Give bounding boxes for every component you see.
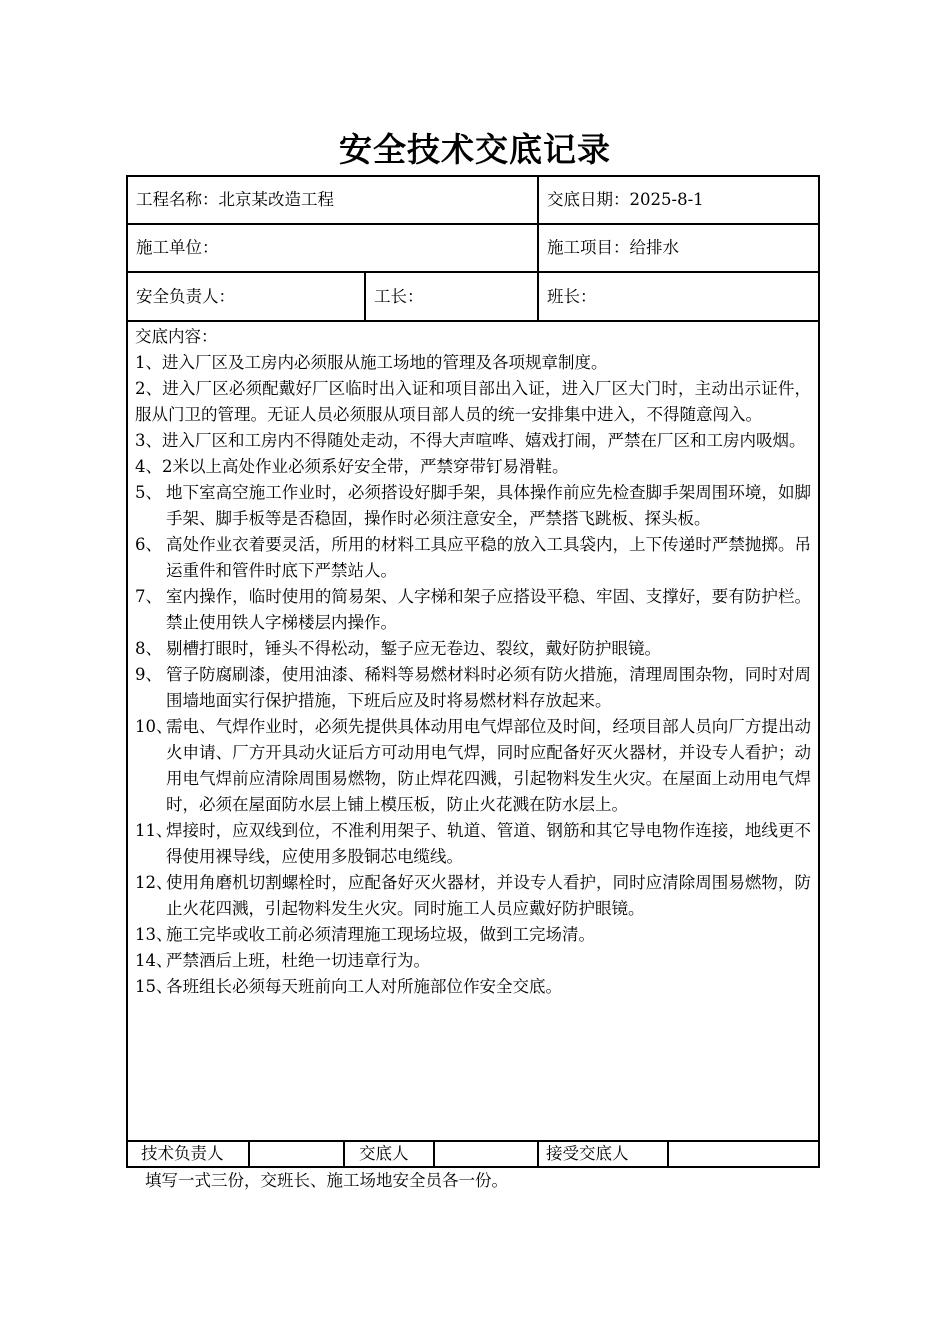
- item-number: 9、: [135, 665, 162, 684]
- disclosure-date-field: 交底日期：2025-8-1: [547, 190, 704, 209]
- item-text: 地下室高空施工作业时，必须搭设好脚手架，具体操作前应先检查脚手架周围环境，如脚手架、脚手板等是否稳固，操作时必须注意安全，严禁搭飞跳板、探头板。: [166, 483, 811, 528]
- list-item: [135, 376, 811, 428]
- list-item: [135, 974, 811, 1000]
- list-item: [135, 818, 811, 870]
- list-item: [135, 584, 811, 636]
- item-text: 2米以上高处作业必须系好安全带，严禁穿带钉易滑鞋。: [162, 457, 569, 476]
- item-text: 进入厂区必须配戴好厂区临时出入证和项目部出入证，进入厂区大门时，主动出示证件，服从门卫的管理。无证人员必须服从项目部人员的统一安排集中进入，不得随意闯入。: [135, 379, 812, 424]
- item-number: 12、: [135, 873, 173, 892]
- list-item: [135, 714, 811, 818]
- item-text: 剔槽打眼时，锤头不得松动，錾子应无卷边、裂纹，戴好防护眼镜。: [166, 639, 661, 658]
- list-item: [135, 948, 811, 974]
- list-item: [135, 636, 811, 662]
- content-list: [135, 350, 811, 1000]
- list-item: [135, 480, 811, 532]
- item-number: 3、: [135, 431, 162, 450]
- item-number: 13、: [135, 925, 173, 944]
- item-text: 进入厂区及工房内必须服从施工场地的管理及各项规章制度。: [162, 353, 608, 372]
- discloser-label: 交底人: [359, 1144, 409, 1163]
- list-item: [135, 662, 811, 714]
- item-text: 严禁酒后上班，杜绝一切违章行为。: [166, 951, 430, 970]
- item-number: 5、: [135, 483, 162, 502]
- list-item: [135, 870, 811, 922]
- item-text: 各班组长必须每天班前向工人对所施部位作安全交底。: [166, 977, 562, 996]
- item-text: 管子防腐刷漆，使用油漆、稀料等易燃材料时必须有防火措施，清理周围杂物，同时对周围墙地面实行保护措施，下班后应及时将易燃材料存放起来。: [166, 665, 811, 710]
- item-number: 8、: [135, 639, 162, 658]
- content-heading: 交底内容：: [135, 327, 218, 346]
- receiver-label: 接受交底人: [546, 1144, 629, 1163]
- item-number: 2、: [135, 379, 163, 398]
- tech-lead-label: 技术负责人: [141, 1144, 224, 1163]
- item-number: 10、: [135, 717, 173, 736]
- item-number: 6、: [135, 535, 162, 554]
- project-name-field: 工程名称：北京某改造工程: [136, 190, 334, 209]
- item-text: 高处作业衣着要灵活，所用的材料工具应平稳的放入工具袋内，上下传递时严禁抛掷。吊运重件和管件时底下严禁站人。: [166, 535, 811, 580]
- construction-unit-field: 施工单位：: [136, 238, 219, 257]
- item-number: 14、: [135, 951, 173, 970]
- foreman-field: 工长：: [374, 287, 424, 306]
- footer-note: 填写一式三份，交班长、施工场地安全员各一份。: [145, 1171, 508, 1190]
- list-item: [135, 454, 811, 480]
- item-text: 室内操作，临时使用的简易架、人字梯和架子应搭设平稳、牢固、支撑好，要有防护栏。禁止使用铁人字梯楼层内操作。: [166, 587, 811, 632]
- item-text: 施工完毕或收工前必须清理施工现场垃圾，做到工完场清。: [166, 925, 595, 944]
- disclosure-content: [135, 324, 811, 1000]
- team-lead-field: 班长：: [547, 287, 597, 306]
- list-item: [135, 532, 811, 584]
- safety-lead-field: 安全负责人：: [136, 287, 235, 306]
- item-number: 7、: [135, 587, 162, 606]
- list-item: [135, 428, 811, 454]
- item-number: 4、: [135, 457, 162, 476]
- construction-item-field: 施工项目：给排水: [547, 238, 679, 257]
- item-number: 11、: [135, 821, 173, 840]
- item-text: 进入厂区和工房内不得随处走动，不得大声喧哗、嬉戏打闹，严禁在厂区和工房内吸烟。: [162, 431, 806, 450]
- item-text: 需电、气焊作业时，必须先提供具体动用电气焊部位及时间，经项目部人员向厂方提出动火申请、厂方开具动火证后方可动用电气焊，同时应配备好灭火器材，并设专人看护；动用电气焊前应清除周围易燃物，防止焊花四溅，引起物料发生火灾。在屋面上动用电气焊时，必须在屋面防水层上铺上模压板，防止火花溅在防水层上。: [166, 717, 811, 814]
- list-item: [135, 350, 811, 376]
- item-number: 1、: [135, 353, 162, 372]
- item-number: 15、: [135, 977, 173, 996]
- list-item: [135, 922, 811, 948]
- item-text: 焊接时，应双线到位，不准利用架子、轨道、管道、钢筋和其它导电物作连接，地线更不得使用裸导线，应使用多股铜芯电缆线。: [166, 821, 811, 866]
- document-title: 安全技术交底记录: [339, 130, 611, 169]
- item-text: 使用角磨机切割螺栓时，应配备好灭火器材，并设专人看护，同时应清除周围易燃物，防止火花四溅，引起物料发生火灾。同时施工人员应戴好防护眼镜。: [166, 873, 811, 918]
